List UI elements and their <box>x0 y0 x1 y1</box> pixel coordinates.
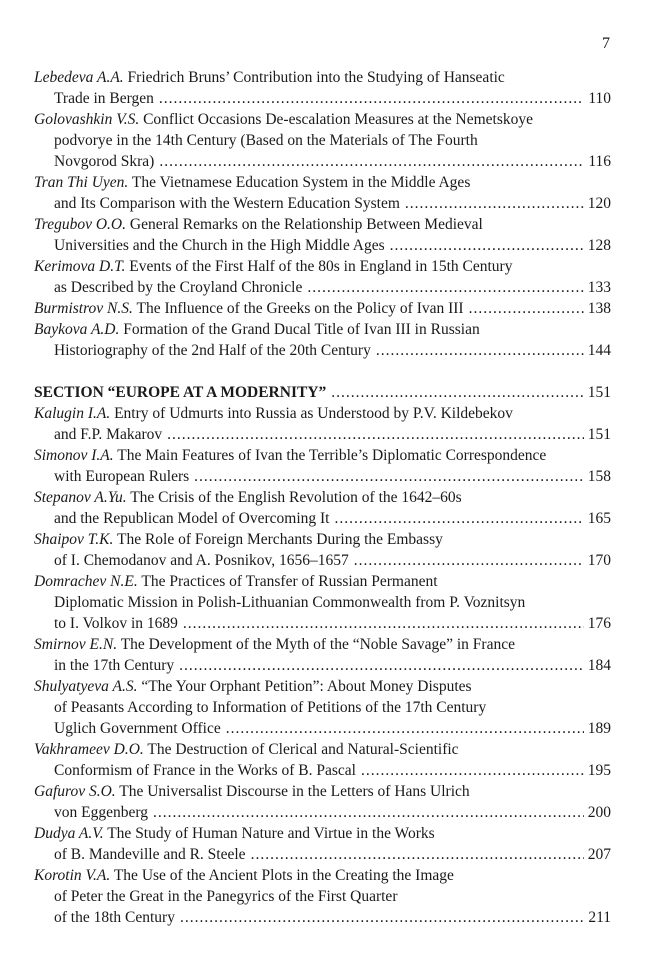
entry-page-number: 138 <box>587 300 611 317</box>
entry-title-text: von Eggenberg <box>54 804 148 821</box>
toc-entry-line <box>34 823 611 844</box>
toc-entry-line <box>34 151 611 172</box>
entry-title-text: Uglich Government Office <box>54 720 221 737</box>
entry-title-text: to I. Volkov in 1689 <box>54 615 178 632</box>
toc-entry-line <box>34 907 611 928</box>
entry-title-text: The Role of Foreign Merchants During the Embassy <box>116 531 443 548</box>
entry-title-text: in the 17th Century <box>54 657 175 674</box>
toc-entry-line <box>34 508 611 529</box>
toc-entry <box>34 319 611 361</box>
entry-page-number: 170 <box>587 552 611 569</box>
toc-entries-group <box>34 67 611 361</box>
toc-entry-line <box>34 886 611 907</box>
entry-title-text: The Development of the Myth of the “Noble Savage” in France <box>120 636 515 653</box>
entry-title-text: of Peter the Great in the Panegyrics of the First Quarter <box>54 888 398 905</box>
toc-entry-line <box>34 256 611 277</box>
entry-title-text: The Main Features of Ivan the Terrible’s Diplomatic Correspondence <box>117 447 547 464</box>
toc-entry <box>34 781 611 823</box>
entry-title-text: The Influence of the Greeks on the Policy of Ivan III <box>136 300 464 317</box>
entry-title-text: Universities and the Church in the High Middle Ages <box>54 237 385 254</box>
entry-page-number: 165 <box>587 510 611 527</box>
toc-entry <box>34 487 611 529</box>
toc-entry <box>34 109 611 172</box>
entry-page-number: 158 <box>587 468 611 485</box>
entry-author: Kalugin I.A. <box>34 405 111 422</box>
toc-entry <box>34 214 611 256</box>
toc-entry-line <box>34 865 611 886</box>
entry-title-text: Friedrich Bruns’ Contribution into the Studying of Hanseatic <box>127 69 505 86</box>
toc-entry-line <box>34 802 611 823</box>
toc-entry-line <box>34 634 611 655</box>
toc-entry-line <box>34 67 611 88</box>
dot-leader <box>376 340 584 361</box>
entry-page-number: 200 <box>587 804 611 821</box>
entry-title-text: of the 18th Century <box>54 909 175 926</box>
entry-page-number: 120 <box>587 195 611 212</box>
entry-title-text: and F.P. Makarov <box>54 426 163 443</box>
toc-entry-line <box>34 88 611 109</box>
toc-entry-line <box>34 277 611 298</box>
toc-entry-line <box>34 109 611 130</box>
table-of-contents <box>34 67 611 928</box>
toc-entry-line <box>34 697 611 718</box>
section-entries-group <box>34 403 611 928</box>
entry-title-text: Diplomatic Mission in Polish-Lithuanian Commonwealth from P. Voznitsyn <box>54 594 526 611</box>
entry-author: Stepanov A.Yu. <box>34 489 127 506</box>
entry-author: Domrachev N.E. <box>34 573 138 590</box>
entry-title-text: “The Your Orphant Petition”: About Money Disputes <box>141 678 472 695</box>
entry-author: Gafurov S.O. <box>34 783 116 800</box>
entry-title-text: of I. Chemodanov and A. Posnikov, 1656–1657 <box>54 552 349 569</box>
toc-entry-line <box>34 487 611 508</box>
toc-entry-line <box>34 781 611 802</box>
entry-title-text: The Vietnamese Education System in the Middle Ages <box>131 174 471 191</box>
entry-title-text: Novgorod Skra) <box>54 153 155 170</box>
toc-entry-line <box>34 193 611 214</box>
toc-entry <box>34 865 611 928</box>
toc-entry-line <box>34 613 611 634</box>
entry-author: Vakhrameev D.O. <box>34 741 144 758</box>
entry-page-number: 211 <box>588 909 611 926</box>
entry-page-number: 184 <box>587 657 611 674</box>
entry-title-text: The Universalist Discourse in the Letters of Hans Ulrich <box>119 783 470 800</box>
toc-entry-line <box>34 550 611 571</box>
entry-page-number: 116 <box>588 153 611 170</box>
entry-title-text: Events of the First Half of the 80s in England in 15th Century <box>129 258 513 275</box>
toc-entry <box>34 634 611 676</box>
toc-entry-line <box>34 844 611 865</box>
entry-page-number: 133 <box>587 279 611 296</box>
toc-entry-line <box>34 340 611 361</box>
toc-entry-line <box>34 655 611 676</box>
dot-leader <box>153 802 584 823</box>
dot-leader <box>334 508 583 529</box>
dot-leader <box>361 760 584 781</box>
entry-title-text: The Crisis of the English Revolution of the 1642–60s <box>130 489 462 506</box>
entry-title-text: podvorye in the 14th Century (Based on the Materials of The Fourth <box>54 132 478 149</box>
dot-leader <box>405 193 584 214</box>
entry-title-text: as Described by the Croyland Chronicle <box>54 279 303 296</box>
toc-entry <box>34 172 611 214</box>
entry-title-text: Historiography of the 2nd Half of the 20th Century <box>54 342 371 359</box>
dot-leader <box>159 151 584 172</box>
entry-author: Tran Thi Uyen. <box>34 174 129 191</box>
toc-entry-line <box>34 676 611 697</box>
toc-entry-line <box>34 760 611 781</box>
dot-leader <box>469 298 584 319</box>
toc-entry <box>34 403 611 445</box>
entry-author: Smirnov E.N. <box>34 636 118 653</box>
entry-title-text: The Practices of Transfer of Russian Permanent <box>141 573 438 590</box>
entry-title-text: of Peasants According to Information of Petitions of the 17th Century <box>54 699 487 716</box>
dot-leader <box>167 424 584 445</box>
dot-leader <box>226 718 584 739</box>
dot-leader <box>183 613 584 634</box>
entry-author: Tregubov O.O. <box>34 216 126 233</box>
dot-leader <box>354 550 584 571</box>
toc-entry-line <box>34 403 611 424</box>
entry-page-number: 207 <box>587 846 611 863</box>
toc-entry-line <box>34 130 611 151</box>
toc-entry <box>34 676 611 739</box>
toc-entry <box>34 298 611 319</box>
dot-leader <box>390 235 584 256</box>
entry-author: Baykova A.D. <box>34 321 120 338</box>
toc-entry <box>34 445 611 487</box>
dot-leader <box>180 907 584 928</box>
toc-entry <box>34 571 611 634</box>
entry-title-text: with European Rulers <box>54 468 190 485</box>
entry-page-number: 110 <box>588 90 611 107</box>
toc-entry <box>34 823 611 865</box>
entry-author: Dudya A.V. <box>34 825 104 842</box>
dot-leader <box>194 466 584 487</box>
entry-title-text: Formation of the Grand Ducal Title of Ivan III in Russian <box>123 321 480 338</box>
toc-entry-line <box>34 466 611 487</box>
toc-entry-line <box>34 424 611 445</box>
toc-entry-line <box>34 571 611 592</box>
section-heading <box>34 382 611 403</box>
section-page-number: 151 <box>587 384 611 401</box>
toc-entry-line <box>34 319 611 340</box>
toc-entry <box>34 256 611 298</box>
entry-author: Kerimova D.T. <box>34 258 126 275</box>
entry-title-text: and Its Comparison with the Western Education System <box>54 195 400 212</box>
toc-entry-line <box>34 445 611 466</box>
entry-title-text: General Remarks on the Relationship Between Medieval <box>129 216 483 233</box>
toc-entry-line <box>34 529 611 550</box>
entry-author: Shaipov T.K. <box>34 531 114 548</box>
entry-title-text: Conformism of France in the Works of B. Pascal <box>54 762 356 779</box>
page-number: 7 <box>602 35 610 52</box>
toc-entry-line <box>34 214 611 235</box>
entry-author: Simonov I.A. <box>34 447 114 464</box>
entry-title-text: Entry of Udmurts into Russia as Understood by P.V. Kildebekov <box>114 405 513 422</box>
entry-title-text: Conflict Occasions De-escalation Measures at the Nemetskoye <box>143 111 534 128</box>
toc-entry-line <box>34 739 611 760</box>
toc-entry <box>34 529 611 571</box>
toc-entry-line <box>34 592 611 613</box>
entry-title-text: Trade in Bergen <box>54 90 154 107</box>
entry-author: Golovashkin V.S. <box>34 111 140 128</box>
entry-author: Lebedeva A.A. <box>34 69 124 86</box>
toc-entry-line <box>34 235 611 256</box>
dot-leader <box>159 88 584 109</box>
toc-entry-line <box>34 172 611 193</box>
entry-page-number: 151 <box>587 426 611 443</box>
dot-leader <box>179 655 584 676</box>
dot-leader <box>331 382 583 403</box>
entry-title-text: of B. Mandeville and R. Steele <box>54 846 246 863</box>
toc-entry-line <box>34 718 611 739</box>
toc-entry <box>34 739 611 781</box>
entry-title-text: and the Republican Model of Overcoming It <box>54 510 330 527</box>
entry-page-number: 144 <box>587 342 611 359</box>
entry-page-number: 189 <box>587 720 611 737</box>
entry-page-number: 176 <box>587 615 611 632</box>
entry-title-text: The Use of the Ancient Plots in the Creating the Image <box>113 867 454 884</box>
section-title: SECTION “EUROPE AT A MODERNITY” <box>34 384 327 401</box>
toc-entry <box>34 67 611 109</box>
entry-title-text: The Study of Human Nature and Virtue in the Works <box>107 825 435 842</box>
entry-author: Korotin V.A. <box>34 867 111 884</box>
dot-leader <box>307 277 583 298</box>
entry-title-text: The Destruction of Clerical and Natural-Scientific <box>147 741 459 758</box>
entry-page-number: 128 <box>587 237 611 254</box>
toc-entry-line <box>34 298 611 319</box>
entry-author: Burmistrov N.S. <box>34 300 133 317</box>
entry-author: Shulyatyeva A.S. <box>34 678 138 695</box>
dot-leader <box>251 844 584 865</box>
entry-page-number: 195 <box>587 762 611 779</box>
